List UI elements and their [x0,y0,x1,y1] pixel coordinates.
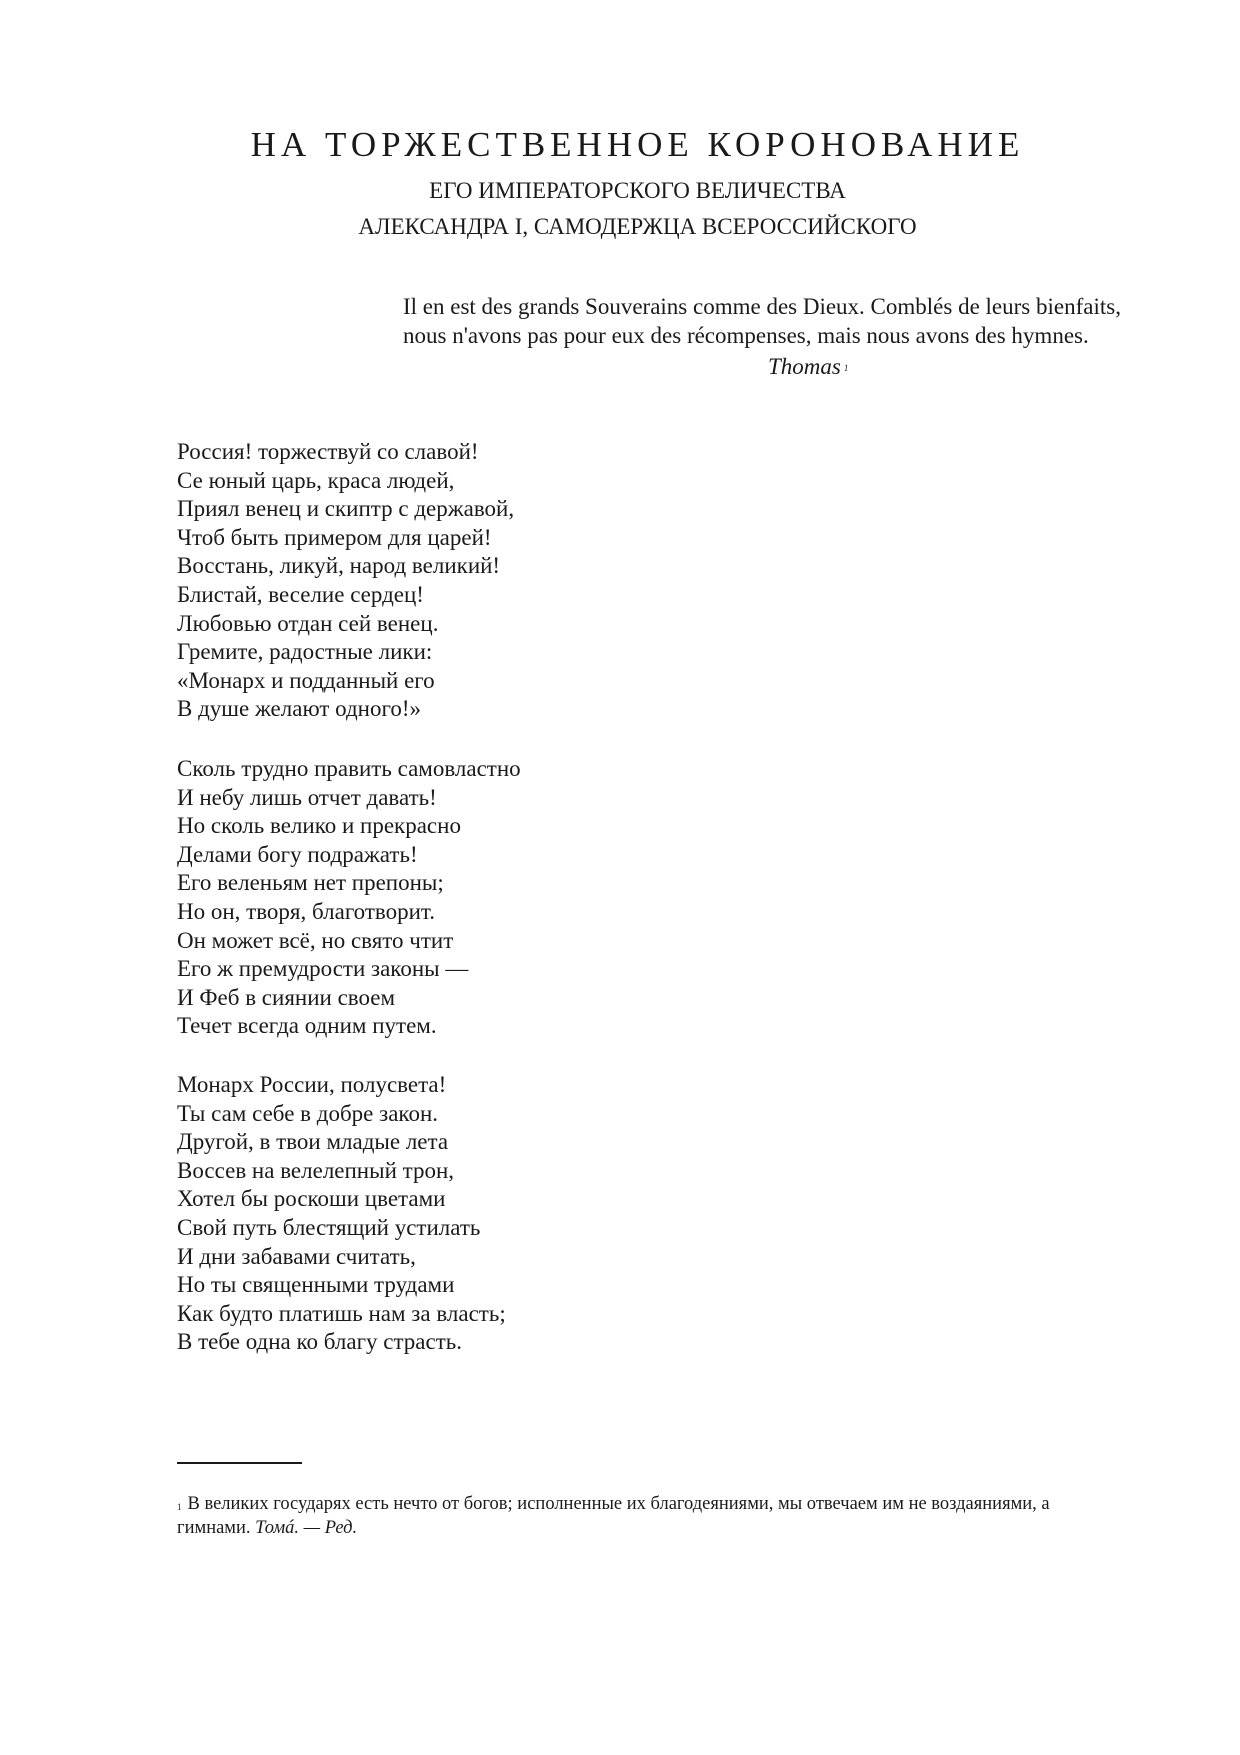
verse-line: Любовью отдан сей венец. [177,610,439,636]
verse-line: Он может всё, но свято чтит [177,927,454,953]
verse-line: Восстань, ликуй, народ великий! [177,553,501,579]
verse-line: Россия! торжествуй со славой! [177,439,479,464]
epigraph-author-name: Thomas [768,354,841,379]
verse-line: Гремите, радостные лики: [177,639,433,665]
stanza-2 [177,755,521,1041]
verse-line: Его ж премудрости законы — [177,956,469,982]
verse-line: Делами богу подражать! [177,841,418,867]
verse-line: Но сколь велико и прекрасно [177,813,461,839]
verse-line: Се юный царь, краса людей, [177,467,455,493]
verse-line: Ты сам себе в добре закон. [177,1100,438,1126]
verse-line: «Монарх и подданный его [177,667,435,693]
verse-line: И Феб в сиянии своем [177,984,396,1010]
stanza-1 [177,438,514,724]
stanza-3 [177,1071,506,1357]
verse-line: И дни забавами считать, [177,1243,416,1269]
poem-title: НА ТОРЖЕСТВЕННОЕ КОРОНОВАНИЕ [250,125,1025,164]
footnote-text-continued: гимнами. [177,1518,251,1538]
verse-line: Но он, творя, благотворит. [177,898,436,924]
verse-line: Но ты священными трудами [177,1272,455,1298]
epigraph-author [768,352,848,381]
footnote [177,1492,1177,1540]
verse-line: Монарх России, полусвета! [177,1072,447,1097]
verse-line: Воссев на велелепный трон, [177,1157,455,1183]
verse-line: Блистай, веселие сердец! [177,581,424,607]
verse-line: Его веленьям нет препоны; [177,870,444,896]
verse-line: Как будто платишь нам за власть; [177,1300,506,1326]
footnote-divider [177,1462,302,1464]
poem-subtitle-line-2: АЛЕКСАНДРА I, САМОДЕРЖЦА ВСЕРОССИЙСКОГО [358,214,917,239]
footnote-text: В великих государях есть нечто от богов; исполненные их благодеяниями, мы отвечаем им не воздаяниями, а [187,1494,1050,1514]
poem-subtitle-line-1: ЕГО ИМПЕРАТОРСКОГО ВЕЛИЧЕСТВА [429,178,846,203]
verse-line: Течет всегда одним путем. [177,1013,437,1039]
epigraph-line: nous n'avons pas pour eux des récompenses, mais nous avons des hymnes. [403,323,1089,348]
verse-line: Приял венец и скиптр с державой, [177,496,515,522]
footnote-number: 1 [177,1502,182,1512]
verse-line: Свой путь блестящий устилать [177,1214,481,1240]
epigraph [403,292,1223,350]
verse-line: Чтоб быть примером для царей! [177,524,492,550]
verse-line: И небу лишь отчет давать! [177,784,437,810]
footnote-attribution: Томá. — Ред. [255,1518,358,1538]
verse-line: Сколь трудно править самовластно [177,756,521,781]
verse-line: В тебе одна ко благу страсть. [177,1329,463,1355]
verse-line: Другой, в твои младые лета [177,1129,449,1155]
verse-line: Хотел бы роскоши цветами [177,1186,446,1212]
footnote-reference[interactable]: 1 [843,363,849,373]
verse-line: В душе желают одного!» [177,696,421,722]
epigraph-line: Il en est des grands Souverains comme des Dieux. Comblés de leurs bienfaits, [403,294,1121,319]
